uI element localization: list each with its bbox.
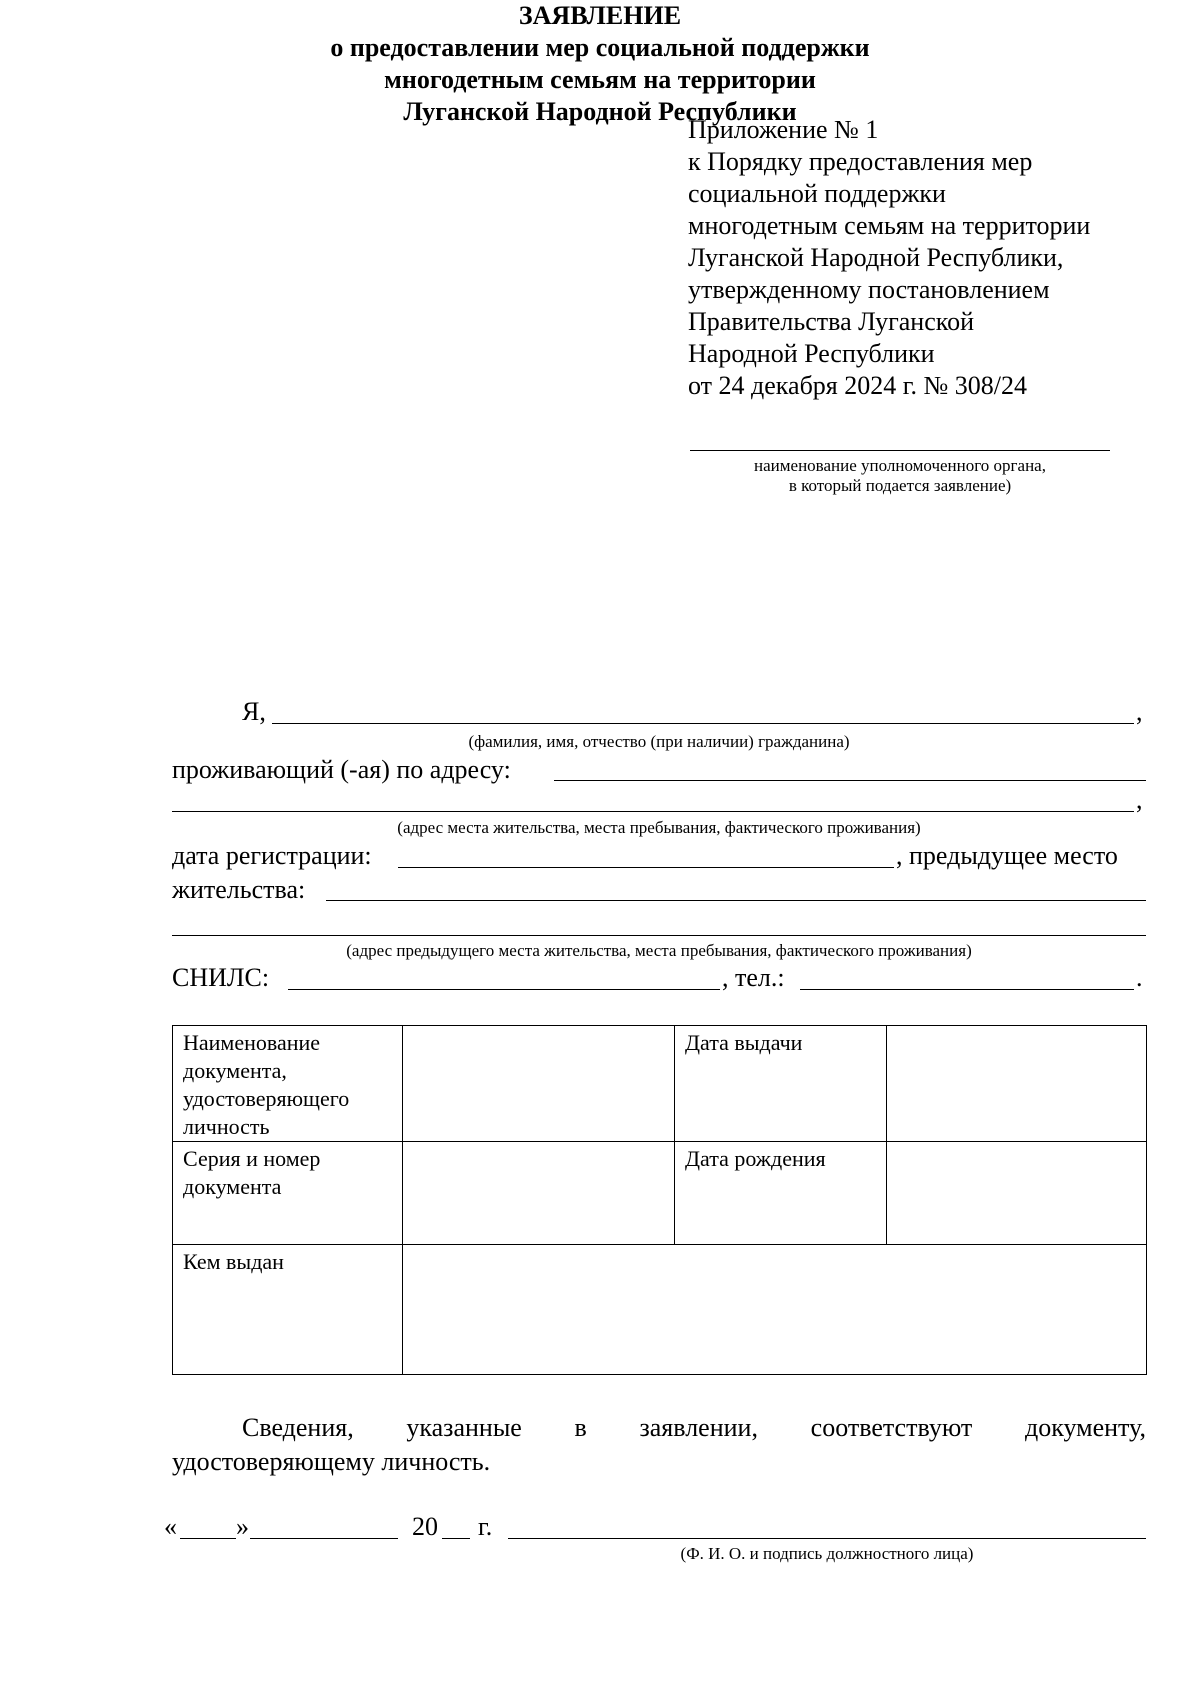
full-name-field[interactable] xyxy=(272,723,1134,724)
address-field[interactable] xyxy=(554,780,1146,781)
appendix-line: Народной Республики xyxy=(688,339,935,368)
birth-date-cell[interactable] xyxy=(887,1142,1147,1245)
table-row xyxy=(173,1245,1147,1375)
snils-field[interactable] xyxy=(288,989,720,990)
registration-date-label: дата регистрации: xyxy=(172,841,372,870)
month-field[interactable] xyxy=(250,1538,398,1539)
address-label: проживающий (-ая) по адресу: xyxy=(172,755,511,784)
series-number-cell[interactable] xyxy=(403,1142,675,1245)
address-hint: (адрес места жительства, места пребывания, фактического проживания) xyxy=(397,818,921,837)
title-line: многодетным семьям на территории xyxy=(384,65,816,94)
year-suffix: г. xyxy=(478,1512,493,1541)
previous-address-field[interactable] xyxy=(326,900,1146,901)
snils-label: СНИЛС: xyxy=(172,963,270,992)
issue-date-cell[interactable] xyxy=(887,1026,1147,1142)
full-name-hint: (фамилия, имя, отчество (при наличии) гражданина) xyxy=(468,732,850,751)
signature-hint: (Ф. И. О. и подпись должностного лица) xyxy=(680,1544,974,1563)
residence-label: жительства: xyxy=(172,875,306,904)
birth-date-label: Дата рождения xyxy=(675,1142,887,1245)
series-number-label: Серия и номер документа xyxy=(173,1142,403,1245)
title-line: Луганской Народной Республики xyxy=(403,97,797,126)
open-quote: « xyxy=(164,1512,177,1541)
appendix-line: утвержденному постановлением xyxy=(688,275,1050,304)
appendix-line: Луганской Народной Республики, xyxy=(688,243,1064,272)
appendix-line: социальной поддержки xyxy=(688,179,946,208)
comma: , xyxy=(1136,697,1143,726)
confirmation-line2: удостоверяющему личность. xyxy=(172,1447,491,1476)
title-line: о предоставлении мер социальной поддержки xyxy=(330,33,870,62)
tel-label: , тел.: xyxy=(722,963,785,992)
document-title xyxy=(0,0,1200,128)
appendix-line: Приложение № 1 xyxy=(688,115,879,144)
previous-address-hint: (адрес предыдущего места жительства, места пребывания, фактического проживания) xyxy=(346,941,972,960)
official-signature-field[interactable] xyxy=(508,1538,1146,1539)
comma: , xyxy=(1136,785,1143,814)
close-quote: » xyxy=(236,1512,249,1541)
address-field-line2[interactable] xyxy=(172,811,1134,812)
appendix-line: многодетным семьям на территории xyxy=(688,211,1091,240)
appendix-block xyxy=(688,114,1090,402)
i-label: Я, xyxy=(242,697,266,726)
issued-by-label: Кем выдан xyxy=(173,1245,403,1375)
title-heading: ЗАЯВЛЕНИЕ xyxy=(518,1,682,30)
previous-address-field-line2[interactable] xyxy=(172,935,1146,936)
appendix-line: от 24 декабря 2024 г. № 308/24 xyxy=(688,371,1028,400)
year-prefix: 20 xyxy=(412,1512,438,1541)
appendix-line: к Порядку предоставления мер xyxy=(688,147,1033,176)
table-row xyxy=(173,1026,1147,1142)
authority-hint: наименование уполномоченного органа, в который подается заявление) xyxy=(754,456,1046,495)
previous-place-label: , предыдущее место xyxy=(896,841,1118,870)
authority-field[interactable] xyxy=(690,450,1110,451)
registration-date-field[interactable] xyxy=(398,867,894,868)
period: . xyxy=(1136,963,1143,992)
appendix-line: Правительства Луганской xyxy=(688,307,974,336)
confirmation-line1: Сведения, указанные в заявлении, соответствуют документу, xyxy=(242,1413,1146,1442)
year-field[interactable] xyxy=(442,1538,470,1539)
issue-date-label: Дата выдачи xyxy=(675,1026,887,1142)
issued-by-cell[interactable] xyxy=(403,1245,1147,1375)
day-field[interactable] xyxy=(180,1538,236,1539)
phone-field[interactable] xyxy=(800,989,1134,990)
doc-name-label: Наименование документа, удостоверяющего личность xyxy=(173,1026,403,1142)
identity-document-table xyxy=(172,1025,1147,1375)
table-row xyxy=(173,1142,1147,1245)
doc-name-cell[interactable] xyxy=(403,1026,675,1142)
